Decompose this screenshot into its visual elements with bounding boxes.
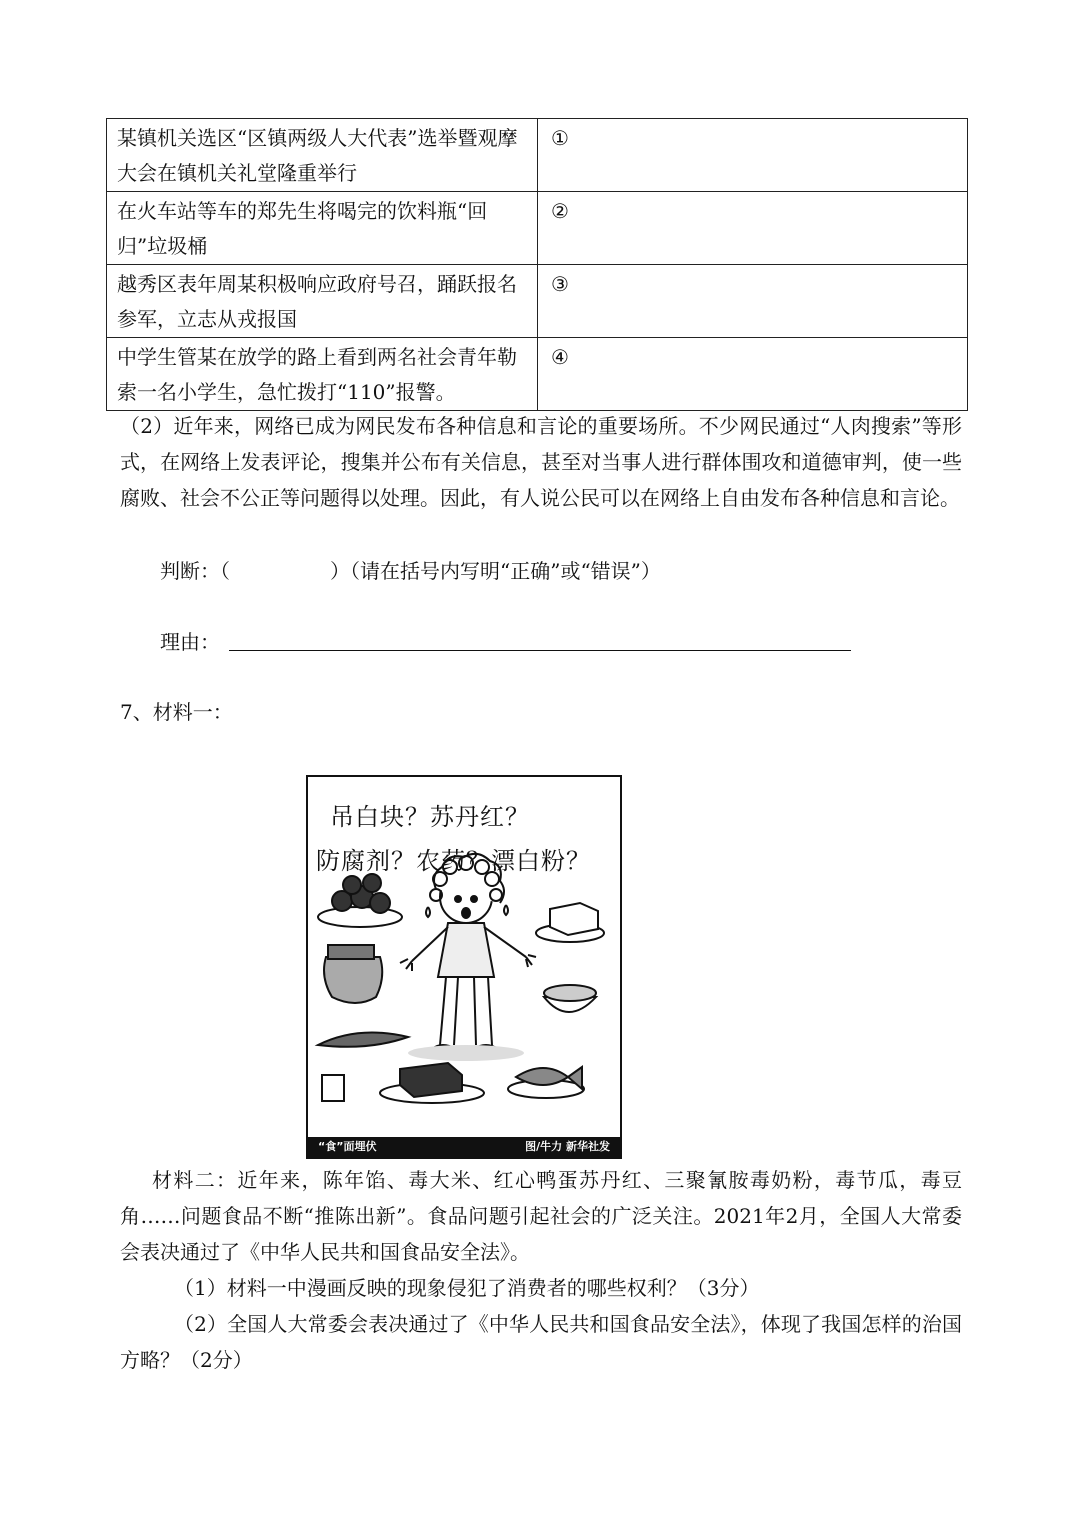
table-cell-answer: ③ xyxy=(538,265,968,338)
reason-label: 理由： xyxy=(160,630,220,654)
table-cell-event: 中学生管某在放学的路上看到两名社会青年勒索一名小学生，急忙拨打“110”报警。 xyxy=(107,338,538,411)
table-cell-answer: ④ xyxy=(538,338,968,411)
cartoon-title: “食”面埋伏 xyxy=(318,1140,377,1153)
question-7-heading: 7、材料一： xyxy=(120,700,233,724)
table-row xyxy=(107,265,968,338)
table-row xyxy=(107,119,968,192)
table-row xyxy=(107,192,968,265)
food-safety-cartoon xyxy=(306,775,622,1159)
question-7-1: （1）材料一中漫画反映的现象侵犯了消费者的哪些权利？（3分） xyxy=(174,1276,760,1300)
table-cell-answer: ① xyxy=(538,119,968,192)
judge-line: 判断：（ ）（请在括号内写明“正确”或“错误”） xyxy=(160,559,661,583)
table-row xyxy=(107,338,968,411)
cartoon-text-line-2: 防腐剂？农药？漂白粉？ xyxy=(316,847,591,875)
cartoon-text-line-1: 吊白块？苏丹红？ xyxy=(330,803,530,831)
question-6-2-text: （2）近年来，网络已成为网民发布各种信息和言论的重要场所。不少网民通过“人肉搜索”等形式，在网络上发表评论，搜集并公布有关信息，甚至对当事人进行群体围攻和道德审判，使一些腐败、社会不公正等问题得以处理。因此，有人说公民可以在网络上自由发布各种信息和言论。 xyxy=(120,414,962,510)
reason-answer-line[interactable] xyxy=(229,650,851,651)
cartoon-caption-bar xyxy=(308,1137,620,1157)
cartoon-credit: 图/牛力 新华社发 xyxy=(525,1140,610,1153)
table-cell-answer: ② xyxy=(538,192,968,265)
material-two-text: 材料二：近年来，陈年馅、毒大米、红心鸭蛋苏丹红、三聚氰胺毒奶粉，毒节瓜，毒豆角……问题食品不断“推陈出新”。食品问题引起社会的广泛关注。2021年2月，全国人大常委会表决通过了《中华人民共和国食品安全法》。 xyxy=(120,1168,962,1264)
table-cell-event: 越秀区表年周某积极响应政府号召，踊跃报名参军，立志从戎报国 xyxy=(107,265,538,338)
table-cell-event: 某镇机关选区“区镇两级人大代表”选举暨观摩大会在镇机关礼堂隆重举行 xyxy=(107,119,538,192)
question-7-2: （2）全国人大常委会表决通过了《中华人民共和国食品安全法》，体现了我国怎样的治国方略？（2分） xyxy=(120,1312,962,1372)
table-cell-event: 在火车站等车的郑先生将喝完的饮料瓶“回归”垃圾桶 xyxy=(107,192,538,265)
scenario-table xyxy=(106,118,968,411)
